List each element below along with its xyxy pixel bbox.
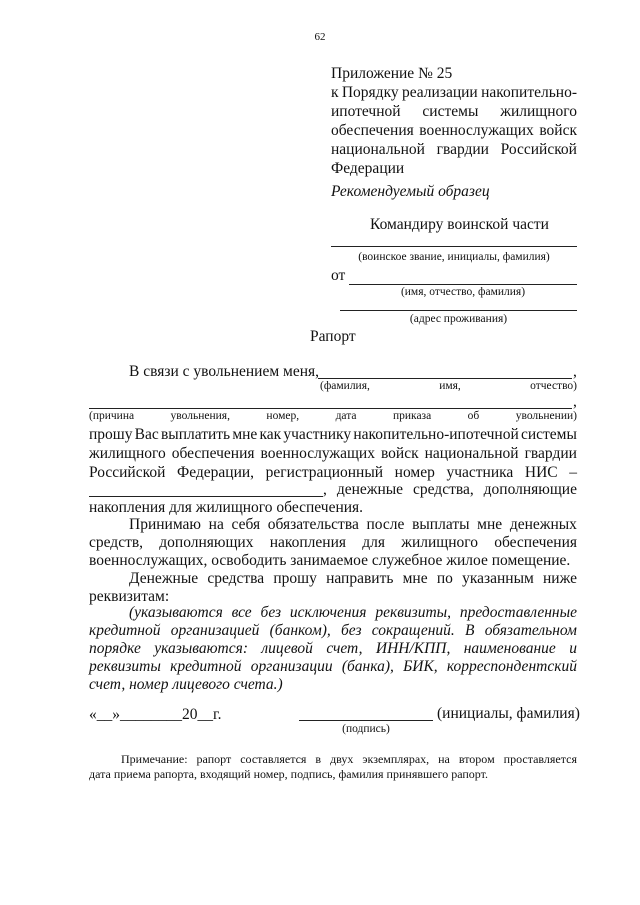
word: НИС — [524, 464, 558, 481]
appendix-line — [331, 102, 577, 121]
word: себя — [231, 516, 261, 533]
word: кредитной — [170, 658, 242, 675]
word: национальной — [424, 445, 519, 462]
paragraph-3-last-line: реквизитам: — [89, 588, 170, 605]
appendix-line — [331, 121, 577, 140]
word: накопления — [269, 534, 347, 551]
word: жилищного — [500, 103, 577, 120]
word: (банком), — [269, 622, 331, 639]
word: дата — [335, 410, 357, 422]
word: Вас — [134, 426, 159, 443]
word: прошу — [89, 426, 133, 443]
word: ниже — [543, 570, 577, 587]
word: гвардии — [524, 445, 577, 462]
recommended-sample-label: Рекомендуемый образец — [331, 183, 490, 200]
word: порядке — [89, 640, 141, 657]
word: мне — [402, 570, 428, 587]
word: составляется — [240, 752, 307, 766]
word: сокращений. — [371, 622, 455, 639]
word: реквизиты, — [375, 604, 452, 621]
word: В — [465, 622, 475, 639]
word: после — [366, 516, 405, 533]
word: Принимаю — [129, 516, 201, 533]
word: Примечание: — [121, 752, 188, 766]
word: системы — [422, 103, 479, 120]
name-caption: (имя, отчество, фамилия) — [400, 286, 526, 298]
word: Российской — [89, 464, 166, 481]
signature-caption: (подпись) — [342, 723, 390, 735]
paragraph-4-line — [89, 640, 577, 658]
word: на — [208, 516, 224, 533]
paragraph-1-line — [89, 426, 577, 444]
word: денежные — [336, 481, 404, 498]
word: двух — [330, 752, 354, 766]
word: дополняющие — [483, 481, 577, 498]
word: рапорт — [196, 752, 232, 766]
appendix-line — [331, 140, 577, 159]
word: средства, — [413, 481, 474, 498]
word: жилищного — [401, 534, 478, 551]
word: приказа — [392, 410, 432, 422]
word: без — [260, 604, 282, 621]
word: экземплярах, — [362, 752, 430, 766]
word: организации — [250, 658, 333, 675]
note-last-line: дата приема рапорта, входящий номер, подпись, фамилия принявшего рапорт. — [89, 767, 488, 781]
word: отчество) — [530, 380, 577, 392]
word: денежных — [509, 516, 577, 533]
from-input-line[interactable] — [349, 284, 577, 285]
word: обеспечения — [331, 122, 414, 139]
word: увольнении) — [515, 410, 577, 422]
paragraph-1-line — [89, 445, 577, 463]
word: к — [331, 84, 339, 101]
page-number: 62 — [314, 31, 326, 43]
word: кредитной — [89, 622, 161, 639]
word: обеспечения — [171, 445, 255, 462]
word: жилищного — [89, 445, 166, 462]
word: имя, — [439, 380, 461, 392]
word: войск — [539, 122, 577, 139]
word: (банка), — [341, 658, 394, 675]
word: втором — [458, 752, 495, 766]
word: Денежные — [129, 570, 199, 587]
word: лицевой — [261, 640, 313, 657]
word: накопительно-ипотечной — [353, 426, 519, 443]
note-line — [121, 752, 577, 767]
nis-number-input-line[interactable] — [89, 496, 323, 497]
fio-input-line[interactable] — [318, 378, 572, 379]
reason-caption — [89, 410, 577, 422]
paragraph-4-line — [89, 622, 577, 640]
word: наименование — [463, 640, 556, 657]
addressee: Командиру воинской части — [370, 216, 549, 233]
comma: , — [573, 393, 577, 410]
date-field[interactable]: «__»________20__г. — [89, 706, 222, 723]
address-input-line[interactable] — [340, 310, 577, 311]
from-label: от — [331, 267, 346, 284]
appendix-last-line: Федерации — [331, 160, 405, 177]
word: указанным — [462, 570, 534, 587]
word: номер, — [266, 410, 300, 422]
word: гвардии — [436, 141, 489, 158]
word: ИНН/КПП, — [375, 640, 451, 657]
word: увольнения, — [170, 410, 230, 422]
word: Российской — [500, 141, 577, 158]
word: Порядку — [341, 84, 399, 101]
word: предоставленные — [459, 604, 577, 621]
word: мне — [477, 516, 503, 533]
intro-text: В связи с увольнением меня, — [129, 363, 320, 380]
word: – — [569, 464, 577, 481]
word: организацией — [170, 622, 260, 639]
word: реализации — [401, 84, 478, 101]
paragraph-1-last-line: накопления для жилищного обеспечения. — [89, 499, 364, 516]
word: на — [438, 752, 450, 766]
appendix-title: Приложение № 25 — [331, 65, 453, 82]
paragraph-3-line — [129, 570, 577, 588]
word: накопительно- — [481, 84, 577, 101]
word: БИК, — [403, 658, 438, 675]
word: корреспондентский — [446, 658, 577, 675]
rank-input-line[interactable] — [331, 246, 577, 247]
word: (указываются — [129, 604, 223, 621]
appendix-line — [331, 83, 577, 102]
paragraph-2-line — [129, 516, 577, 534]
initials-label: (инициалы, фамилия) — [437, 705, 580, 722]
comma: , — [573, 363, 577, 380]
fio-caption — [320, 380, 577, 392]
word: все — [231, 604, 252, 621]
word: военнослужащих — [260, 445, 375, 462]
paragraph-4-line — [129, 604, 577, 622]
word: как — [259, 426, 282, 443]
rank-caption: (воинское звание, инициалы, фамилия) — [358, 251, 550, 263]
word: войск — [380, 445, 419, 462]
reason-input-line[interactable] — [89, 408, 572, 409]
word: номер — [394, 464, 435, 481]
word: участника — [446, 464, 514, 481]
word: указываются: — [154, 640, 248, 657]
paragraph-1-line — [323, 481, 577, 499]
paragraph-4-last-line: счет, номер лицевого счета.) — [89, 676, 283, 693]
word: Федерации, — [176, 464, 255, 481]
word: военнослужащих — [419, 122, 534, 139]
paragraph-2-last-line: военнослужащих, освободить занимаемое служебное жилое помещение. — [89, 552, 571, 569]
word: без — [341, 622, 362, 639]
paragraph-2-line — [89, 534, 577, 552]
word: национальной — [331, 141, 425, 158]
word: реквизиты — [89, 658, 161, 675]
word: ипотечной — [331, 103, 401, 120]
word: средства — [207, 570, 265, 587]
word: и — [569, 640, 577, 657]
word: для — [362, 534, 386, 551]
appendix-header — [331, 64, 577, 178]
word: исключения — [289, 604, 367, 621]
word: прошу — [273, 570, 317, 587]
word: участнику — [283, 426, 352, 443]
word: , — [323, 481, 327, 498]
word: в — [315, 752, 322, 766]
word: обеспечения — [494, 534, 577, 551]
paragraph-1-line — [89, 464, 577, 482]
word: направить — [326, 570, 394, 587]
word: выплаты — [412, 516, 470, 533]
word: (фамилия, — [320, 380, 370, 392]
word: (причина — [89, 410, 135, 422]
word: системы — [520, 426, 577, 443]
word: регистрационный — [265, 464, 384, 481]
report-title: Рапорт — [310, 328, 356, 345]
word: об — [467, 410, 480, 422]
word: по — [436, 570, 453, 587]
word: обязательства — [267, 516, 359, 533]
word: проставляется — [503, 752, 577, 766]
address-caption: (адрес проживания) — [409, 313, 508, 325]
signature-input-line[interactable] — [299, 720, 433, 721]
paragraph-4-line — [89, 658, 577, 676]
word: обязательном — [484, 622, 577, 639]
word: дополняющих — [159, 534, 254, 551]
word: выплатить — [160, 426, 231, 443]
word: средств, — [89, 534, 144, 551]
word: счет, — [326, 640, 363, 657]
word: мне — [232, 426, 258, 443]
